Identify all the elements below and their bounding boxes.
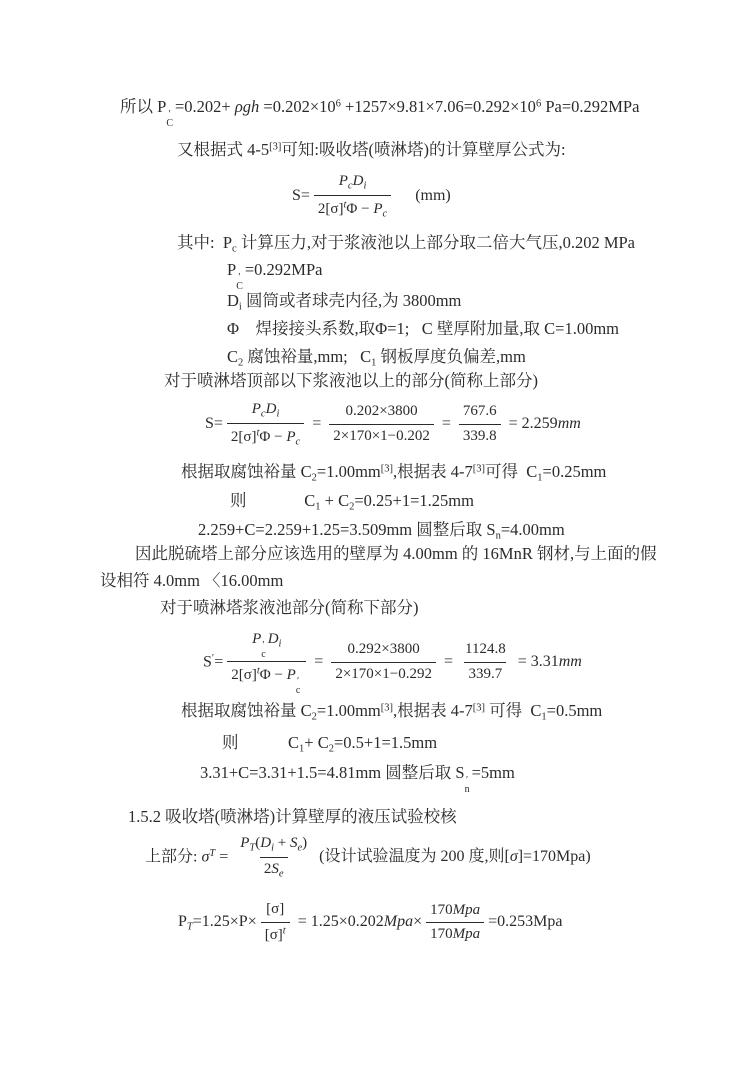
text-run: 2 — [311, 711, 317, 723]
fraction — [261, 900, 290, 946]
prime-mark: ′ — [168, 109, 171, 120]
text-run: =1.00mm — [316, 701, 381, 720]
text-run: 0.202×3800 — [345, 403, 418, 420]
fraction-denominator — [227, 423, 304, 449]
fraction — [329, 402, 434, 446]
text-run: 2[σ] — [317, 200, 344, 217]
text-run: 则 C — [230, 491, 316, 510]
fraction-numerator — [344, 640, 424, 662]
text-run: Φ − — [259, 666, 287, 683]
text-run: t — [282, 925, 286, 937]
prime-mark: ′ — [238, 272, 241, 283]
text-run: P — [338, 173, 348, 189]
text-run-group — [348, 641, 420, 657]
fraction-numerator — [236, 834, 311, 857]
text-run: 则 C — [222, 733, 300, 752]
text-run: + — [274, 835, 290, 851]
text-run: 所以 P — [120, 97, 167, 116]
c1-plus-c2-upper-line — [230, 490, 474, 514]
text-run: t — [256, 427, 260, 439]
text-run: 可得 C — [485, 462, 538, 481]
text-run: D — [227, 291, 239, 310]
text-run: = 2.259 — [504, 414, 558, 432]
fraction-numerator — [459, 402, 501, 424]
text-run: ) — [302, 835, 308, 851]
sub-sup-stack — [166, 110, 173, 128]
upper-wall-thickness-calc — [205, 400, 581, 449]
text-run: D — [352, 173, 364, 189]
text-run-group — [345, 403, 417, 419]
text-run: e — [297, 842, 303, 854]
text-run-group — [227, 291, 462, 313]
fraction-denominator — [459, 424, 501, 447]
text-run: 1.5.2 吸收塔(喷淋塔)计算壁厚的液压试验校核 — [128, 807, 457, 826]
text-run: t — [343, 199, 347, 211]
text-run: i — [363, 180, 367, 192]
text-run-group — [465, 641, 506, 657]
text-run-group — [200, 763, 515, 795]
text-run: 1 — [541, 711, 547, 723]
text-run: S= — [205, 414, 223, 432]
text-run: 339.7 — [468, 665, 503, 682]
text-run: i — [238, 301, 242, 313]
text-run: =0.25+1=1.25mm — [354, 491, 474, 510]
text-run: i — [271, 842, 274, 854]
text-run-group — [128, 807, 457, 826]
sub-sup-stack — [261, 641, 265, 659]
text-run: 0.292×3800 — [347, 641, 420, 658]
text-run: +1257×9.81×7.06=0.292×10 — [340, 97, 536, 116]
text-run: [3] — [380, 702, 393, 714]
text-run-group — [292, 186, 310, 207]
text-run: c — [347, 180, 353, 192]
text-run: c — [260, 408, 266, 420]
text-run: 2×170×1−0.292 — [335, 665, 432, 682]
text-run: 2[σ] — [230, 428, 257, 445]
text-run-group — [440, 652, 457, 673]
conclusion-upper-line-2 — [100, 570, 283, 591]
text-run: 其中: P — [177, 233, 233, 252]
text-run: t — [256, 665, 260, 676]
text-run: P — [286, 666, 296, 683]
text-run-group — [505, 414, 581, 435]
text-run: T — [186, 921, 193, 933]
text-run-group — [333, 428, 430, 444]
text-run: 2×170×1−0.202 — [333, 427, 430, 444]
text-run-group — [164, 371, 538, 390]
text-run-group — [251, 401, 280, 420]
text-run: 1 — [537, 472, 543, 484]
prime-mark: ′ — [296, 675, 300, 687]
text-run: + C — [320, 491, 350, 510]
text-run-group — [294, 912, 422, 933]
text-run-group — [230, 427, 301, 448]
text-run: ,根据表 4-7 — [393, 701, 473, 720]
text-run: S — [289, 835, 298, 851]
text-run: 可知:吸收塔(喷淋塔)的计算壁厚公式为: — [281, 140, 566, 159]
text-run-group — [438, 414, 455, 435]
text-run: 6 — [535, 98, 542, 110]
param-pc-line — [177, 232, 635, 256]
text-run: S — [271, 861, 279, 878]
text-run: T — [249, 842, 256, 854]
text-run: 170 — [430, 926, 453, 943]
text-run-group — [177, 233, 635, 255]
text-run: = — [310, 652, 328, 670]
text-run: =4.00mm — [500, 520, 565, 539]
text-run-group — [263, 861, 284, 880]
text-run: × — [413, 913, 423, 931]
text-run: 2 — [311, 472, 317, 484]
hydro-test-pressure-calc — [178, 900, 562, 946]
text-run: [3] — [269, 141, 282, 153]
text-run-group — [430, 926, 480, 942]
hydro-test-stress-formula — [145, 834, 591, 881]
text-run: T — [209, 847, 216, 859]
text-run-group — [240, 835, 308, 854]
text-run-group — [488, 912, 562, 933]
text-run: 计算压力,对于浆液池以上部分取二倍大气压,0.202 MPa — [236, 233, 635, 252]
fraction — [314, 172, 391, 221]
text-run-group — [222, 733, 438, 755]
text-run: [σ] — [266, 901, 285, 917]
text-run: D — [267, 631, 279, 647]
fraction — [227, 630, 306, 695]
text-run-group — [308, 414, 325, 435]
text-run: 2.259+C=2.259+1.25=3.509mm 圆整后取 S — [198, 520, 496, 539]
text-run: =0.202×10 — [259, 97, 336, 116]
fraction-denominator — [261, 922, 290, 946]
text-run: ρgh — [234, 97, 260, 116]
sub-sup-stack — [465, 776, 470, 794]
text-run: 1 — [299, 743, 305, 755]
text-run: i — [276, 408, 280, 420]
text-run: [3] — [380, 463, 393, 475]
text-run-group — [227, 319, 619, 338]
text-run-group — [181, 701, 603, 723]
text-run-group — [463, 428, 497, 444]
rounding-upper-line — [198, 519, 565, 543]
text-run: =5mm — [471, 763, 515, 782]
text-run: C — [227, 347, 239, 366]
fraction — [426, 901, 484, 945]
text-run-group — [338, 173, 367, 192]
text-run: ′ — [211, 652, 215, 664]
text-run: =0.253Mpa — [488, 913, 563, 931]
text-run: Mpa — [452, 901, 481, 918]
text-run-group — [315, 847, 591, 868]
text-run: =0.202+ — [174, 97, 235, 116]
fraction — [236, 834, 311, 881]
text-run: =0.292MPa — [244, 260, 323, 279]
text-run: P — [373, 200, 383, 217]
fraction-numerator — [341, 402, 421, 424]
text-run-group — [231, 665, 302, 696]
text-run-group — [463, 403, 497, 419]
text-run-group — [198, 520, 565, 542]
text-run-group — [181, 462, 607, 484]
text-run: 767.6 — [462, 403, 497, 420]
formula-intro-line — [177, 139, 566, 160]
text-run: = — [308, 414, 326, 432]
text-run: 339.8 — [462, 427, 497, 444]
text-run: ( — [255, 835, 261, 851]
text-run: 设相符 4.0mm 〈16.00mm — [100, 571, 284, 590]
text-run-group — [227, 260, 323, 292]
param-c2-c1-line — [227, 346, 526, 370]
subscript: c — [261, 649, 266, 660]
text-run: 上部分: — [145, 848, 202, 866]
text-run: c — [382, 208, 388, 220]
subscript: n — [464, 784, 470, 795]
text-run: (设计试验温度为 200 度,则[ — [315, 848, 510, 866]
text-run: 根据取腐蚀裕量 C — [181, 462, 312, 481]
text-run: Φ − — [346, 200, 374, 217]
text-run: S — [203, 653, 212, 671]
fraction-denominator — [331, 662, 436, 685]
lower-wall-thickness-calc — [203, 630, 582, 695]
text-run: =0.5+1=1.5mm — [333, 733, 438, 752]
text-run: S= — [292, 186, 310, 204]
text-run: P — [286, 428, 296, 445]
text-run-group — [145, 847, 232, 868]
text-run: mm — [557, 414, 581, 432]
text-run: 2 — [238, 357, 244, 369]
subscript: C — [236, 281, 243, 292]
text-run: i — [278, 638, 282, 650]
text-run: P — [240, 835, 250, 851]
text-run: c — [295, 436, 301, 448]
text-run: D — [260, 835, 272, 851]
text-run-group — [317, 199, 388, 220]
sub-sup-stack — [296, 677, 300, 695]
text-run: 又根据式 4-5 — [177, 140, 270, 159]
text-run: 2[σ] — [231, 666, 257, 683]
pressure-calculation-line — [120, 96, 639, 128]
text-run: 1 — [315, 501, 321, 513]
fraction-numerator — [426, 901, 484, 923]
sub-sup-stack — [236, 273, 243, 291]
text-run: 2 — [328, 743, 334, 755]
param-di-line — [227, 290, 461, 314]
text-run: Mpa — [452, 926, 481, 943]
text-run-group — [266, 901, 284, 917]
text-run: 6 — [335, 98, 341, 110]
text-run-group — [468, 666, 502, 682]
text-run-group — [203, 652, 223, 673]
fraction-denominator — [329, 424, 434, 447]
lower-section-intro-line — [160, 597, 419, 618]
text-run: P — [252, 631, 262, 647]
text-run: Φ − — [259, 428, 287, 445]
corrosion-allowance-lower-line — [181, 700, 602, 724]
fraction — [227, 400, 304, 449]
text-run-group — [230, 491, 474, 513]
text-run: ,根据表 4-7 — [393, 462, 473, 481]
text-run: = 1.25×0.202 — [293, 913, 384, 931]
fraction — [331, 640, 436, 684]
text-run: 2 — [263, 861, 272, 878]
prime-mark: ′ — [262, 640, 265, 651]
text-run-group — [265, 927, 286, 943]
text-run: = — [214, 653, 224, 671]
text-run: 对于喷淋塔浆液池部分(简称下部分) — [160, 598, 419, 617]
text-run: 1 — [371, 357, 377, 369]
text-run-group — [395, 186, 451, 207]
fraction-denominator — [314, 195, 391, 221]
text-run: 可得 C — [485, 701, 542, 720]
rounding-lower-line — [200, 762, 515, 794]
text-run: σ — [509, 848, 518, 866]
fraction-numerator — [461, 640, 510, 662]
text-run: 1124.8 — [465, 641, 506, 658]
text-run: = — [439, 652, 457, 670]
text-run: 腐蚀裕量,mm; C — [243, 347, 372, 366]
text-run: + C — [304, 733, 329, 752]
text-run: Pa=0.292MPa — [541, 97, 640, 116]
text-run: (mm) — [395, 186, 451, 204]
text-run: = 3.31 — [513, 652, 559, 670]
text-run-group — [120, 97, 640, 129]
corrosion-allowance-upper-line — [181, 461, 606, 485]
text-run: Φ 焊接接头系数,取Φ=1; C 壁厚附加量,取 C=1.00mm — [227, 319, 619, 338]
text-run: 钢板厚度负偏差,mm — [376, 347, 526, 366]
text-run: P — [227, 260, 237, 279]
text-run: = — [437, 414, 455, 432]
text-run: mm — [558, 652, 582, 670]
wall-thickness-formula — [292, 172, 451, 221]
text-run-group — [135, 544, 657, 563]
fraction-denominator — [260, 857, 288, 881]
fraction-numerator — [335, 172, 371, 195]
text-run: D — [265, 401, 277, 417]
subscript: c — [295, 684, 301, 696]
text-run: [3] — [472, 702, 485, 714]
text-run-group — [335, 666, 432, 682]
text-run: σ — [201, 848, 210, 866]
text-run: =0.5mm — [546, 701, 603, 720]
text-run: =1.25×P× — [192, 912, 257, 930]
text-run: [3] — [472, 463, 485, 475]
text-run-group — [310, 652, 327, 673]
subscript: C — [166, 118, 173, 129]
text-run: Mpa — [383, 913, 414, 931]
text-run: 根据取腐蚀裕量 C — [181, 701, 312, 720]
text-run: P — [178, 912, 187, 930]
fraction-denominator — [464, 662, 506, 685]
text-run: 圆筒或者球壳内径,为 3800mm — [241, 291, 462, 310]
text-run: ]=170Mpa) — [517, 848, 591, 866]
fraction-denominator — [426, 922, 484, 945]
text-run: =1.00mm — [316, 462, 381, 481]
fraction — [461, 640, 510, 684]
fraction — [459, 402, 501, 446]
c1-plus-c2-lower-line — [222, 732, 437, 756]
text-run: P — [251, 401, 261, 417]
fraction-numerator — [248, 630, 285, 661]
text-run: e — [278, 868, 284, 880]
conclusion-upper-line-1 — [135, 543, 657, 564]
fraction-numerator — [248, 400, 284, 423]
text-run: 2 — [349, 501, 355, 513]
text-run: c — [232, 243, 237, 255]
param-pc-prime-line — [227, 259, 322, 291]
text-run-group — [160, 598, 419, 617]
text-run-group — [227, 347, 526, 369]
text-run: 对于喷淋塔顶部以下浆液池以上的部分(简称上部分) — [164, 371, 538, 390]
fraction-numerator — [262, 900, 288, 922]
fraction-denominator — [227, 661, 306, 695]
text-run-group — [205, 414, 223, 435]
text-run: 170 — [430, 901, 453, 918]
text-run-group — [177, 140, 566, 159]
text-run-group — [252, 631, 282, 660]
text-run: = — [215, 848, 233, 866]
text-run: =0.25mm — [542, 462, 607, 481]
text-run: 3.31+C=3.31+1.5=4.81mm 圆整后取 S — [200, 763, 465, 782]
text-run-group — [178, 912, 257, 934]
text-run: n — [495, 530, 501, 542]
text-run-group — [430, 902, 480, 918]
text-run-group — [514, 652, 582, 673]
text-run: [σ] — [264, 927, 283, 943]
param-phi-c-line — [227, 318, 619, 339]
prime-mark: ′ — [465, 775, 469, 786]
upper-section-intro-line — [164, 370, 538, 391]
text-run-group — [100, 571, 283, 590]
section-heading-152 — [128, 806, 457, 827]
text-run: 因此脱硫塔上部分应该选用的壁厚为 4.00mm 的 16MnR 钢材,与上面的假 — [135, 544, 657, 563]
